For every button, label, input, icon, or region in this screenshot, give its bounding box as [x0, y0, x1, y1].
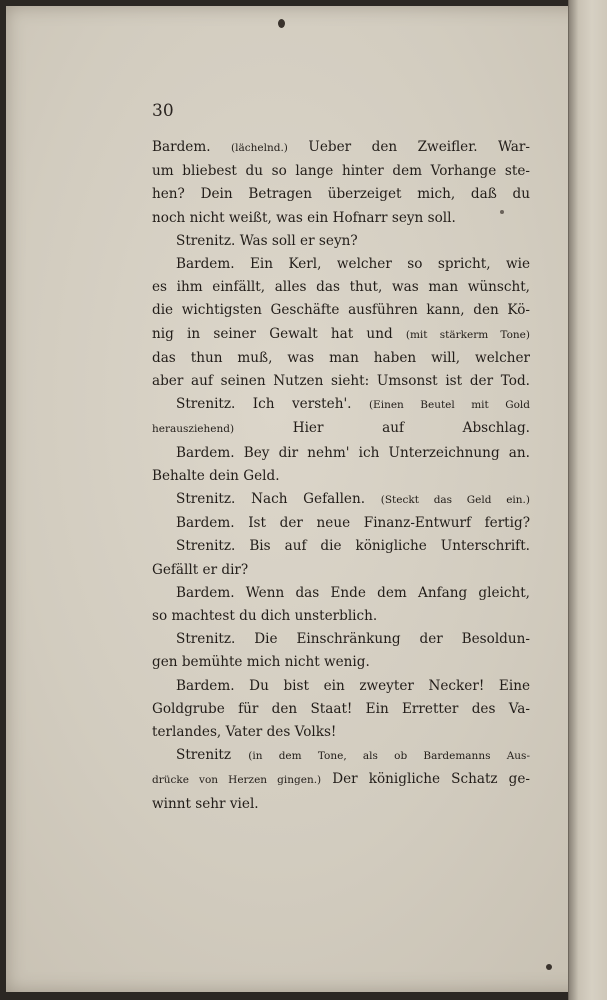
text-line [152, 417, 530, 441]
line-text: Ueber den Zweifler. War- [287, 139, 530, 155]
line-text: Strenitz. Was soll er seyn? [176, 232, 358, 249]
line-text: so machtest du dich unsterblich. [152, 608, 378, 625]
text-line [152, 582, 530, 605]
line-text: nig in seiner Gewalt hat und [152, 325, 406, 342]
line-text: Bardem. Wenn das Ende dem Anfang gleicht, [176, 584, 530, 601]
line-text: die wichtigsten Geschäfte ausführen kann, den Kö- [152, 302, 530, 319]
text-line [152, 535, 530, 558]
text-line [152, 323, 530, 347]
text-line [152, 559, 530, 582]
text-line [152, 393, 530, 417]
text-line [152, 160, 530, 183]
text-line [152, 370, 530, 393]
text-line [152, 207, 530, 230]
text-line [152, 675, 530, 698]
line-text: noch nicht weißt, was ein Hofnarr seyn soll. [152, 209, 456, 226]
text-line [152, 276, 530, 299]
line-text: winnt sehr viel. [152, 795, 259, 812]
text-line [152, 465, 530, 488]
paper-page [6, 6, 602, 992]
line-text: Bardem. Ein Kerl, welcher so spricht, wie [176, 256, 530, 273]
text-line [152, 299, 530, 322]
page-number: 30 [152, 101, 174, 121]
text-line [152, 768, 530, 792]
line-text: gen bemühte mich nicht wenig. [152, 654, 370, 671]
text-line [152, 136, 530, 160]
play-dialogue-text [152, 136, 530, 816]
line-text: Strenitz. Die Einschränkung der Besoldun- [176, 631, 530, 648]
line-text: Strenitz [176, 747, 249, 764]
stage-direction: (in dem Tone, als ob Bardemanns Aus- [248, 750, 530, 763]
line-text: das thun muß, was man haben will, welcher [152, 349, 530, 366]
text-line [152, 721, 530, 744]
text-line [152, 488, 530, 512]
line-text: Strenitz. Bis auf die königliche Unterschrift. [176, 538, 530, 555]
text-line [152, 230, 530, 253]
line-text: Bardem. Du bist ein zweyter Necker! Eine [176, 677, 530, 694]
line-text: hen? Dein Betragen überzeiget mich, daß du [152, 186, 530, 203]
ink-speck [278, 19, 285, 28]
line-text: um bliebest du so lange hinter dem Vorhange ste- [152, 163, 530, 180]
stage-direction: herausziehend) [152, 423, 235, 436]
stage-direction: (Einen Beutel mit Gold [368, 399, 530, 412]
text-line [152, 698, 530, 721]
line-text: Gefällt er dir? [152, 561, 249, 578]
ink-speck [546, 964, 552, 970]
line-text: Bardem. Ist der neue Finanz-Entwurf fertig? [176, 515, 530, 532]
text-line [152, 651, 530, 674]
text-line [152, 183, 530, 206]
line-text: Bardem. [152, 139, 232, 155]
line-text: terlandes, Vater des Volks! [152, 724, 337, 741]
line-text: Goldgrube für den Staat! Ein Erretter des Va- [152, 700, 530, 717]
stage-direction: (mit stärkerm Tone) [405, 328, 530, 341]
text-line [152, 744, 530, 768]
line-text: Der königliche Schatz ge- [321, 771, 530, 788]
line-text: aber auf seinen Nutzen sieht: Umsonst ist der Tod. [152, 373, 530, 390]
line-text: es ihm einfällt, alles das thut, was man wünscht, [152, 279, 530, 296]
text-line [152, 793, 530, 816]
facing-page-edge [568, 0, 607, 1000]
line-text: Hier auf Abschlag. [234, 420, 530, 437]
text-line [152, 628, 530, 651]
ink-speck [500, 210, 504, 214]
text-line [152, 253, 530, 276]
line-text: Behalte dein Geld. [152, 467, 280, 484]
stage-direction: (lächelnd.) [231, 142, 288, 154]
text-line [152, 605, 530, 628]
line-text: Strenitz. Ich versteh'. [176, 396, 369, 413]
line-text: Bardem. Bey dir nehm' ich Unterzeichnung an. [176, 444, 530, 461]
text-line [152, 442, 530, 465]
stage-direction: (Steckt das Geld ein.) [380, 494, 530, 507]
text-line [152, 512, 530, 535]
line-text: Strenitz. Nach Gefallen. [176, 491, 381, 508]
stage-direction: drücke von Herzen gingen.) [152, 774, 322, 787]
text-line [152, 347, 530, 370]
